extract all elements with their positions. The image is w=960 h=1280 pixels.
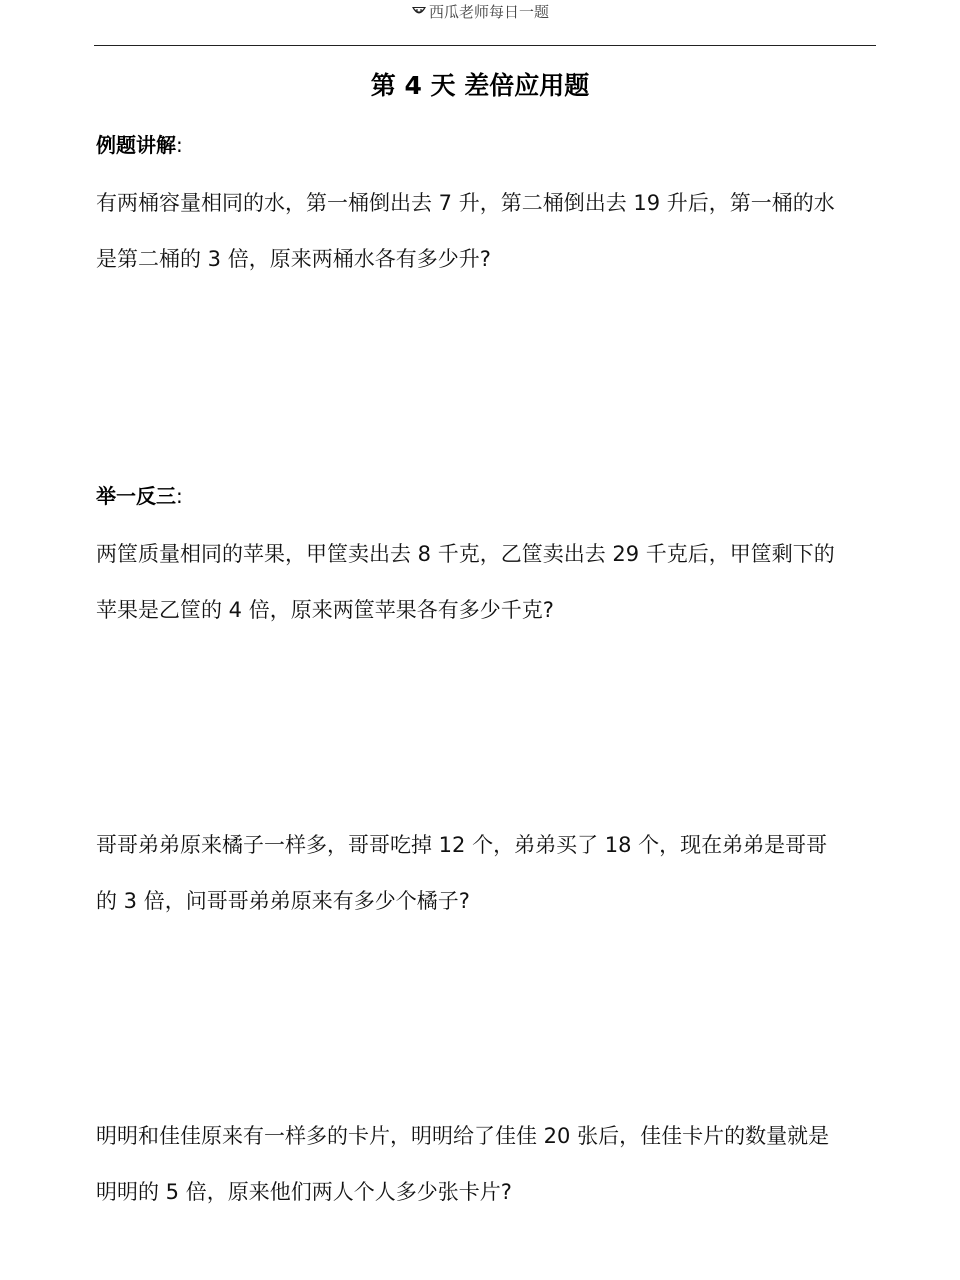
practice-label-text: 举一反三 <box>96 484 176 508</box>
practice-problem-2 <box>96 817 886 929</box>
example-label-colon: : <box>176 133 183 157</box>
example-section-label <box>96 130 183 160</box>
header-text: 西瓜老师每日一题 <box>428 3 549 21</box>
example-label-text: 例题讲解 <box>96 133 176 157</box>
problem-line: 有两桶容量相同的水，第一桶倒出去 7 升，第二桶倒出去 19 升后，第一桶的水 <box>96 191 835 215</box>
problem-line: 是第二桶的 3 倍，原来两桶水各有多少升? <box>96 247 491 271</box>
problem-line: 的 3 倍，问哥哥弟弟原来有多少个橘子? <box>96 889 470 913</box>
practice-problem-1 <box>96 526 886 638</box>
example-problem <box>96 175 886 287</box>
problem-line: 明明和佳佳原来有一样多的卡片，明明给了佳佳 20 张后，佳佳卡片的数量就是 <box>96 1124 830 1148</box>
practice-label-colon: : <box>176 484 183 508</box>
problem-line: 苹果是乙筐的 4 倍，原来两筐苹果各有多少千克? <box>96 598 554 622</box>
header-divider <box>94 45 876 46</box>
problem-line: 两筐质量相同的苹果，甲筐卖出去 8 千克，乙筐卖出去 29 千克后，甲筐剩下的 <box>96 542 835 566</box>
problem-line: 哥哥弟弟原来橘子一样多，哥哥吃掉 12 个，弟弟买了 18 个，现在弟弟是哥哥 <box>96 833 828 857</box>
problem-line: 明明的 5 倍，原来他们两人个人多少张卡片? <box>96 1180 512 1204</box>
practice-section-label <box>96 481 183 511</box>
page-title: 第 4 天 差倍应用题 <box>370 71 590 100</box>
watermelon-icon <box>411 6 427 16</box>
practice-problem-3 <box>96 1108 886 1220</box>
page-header <box>0 2 960 22</box>
